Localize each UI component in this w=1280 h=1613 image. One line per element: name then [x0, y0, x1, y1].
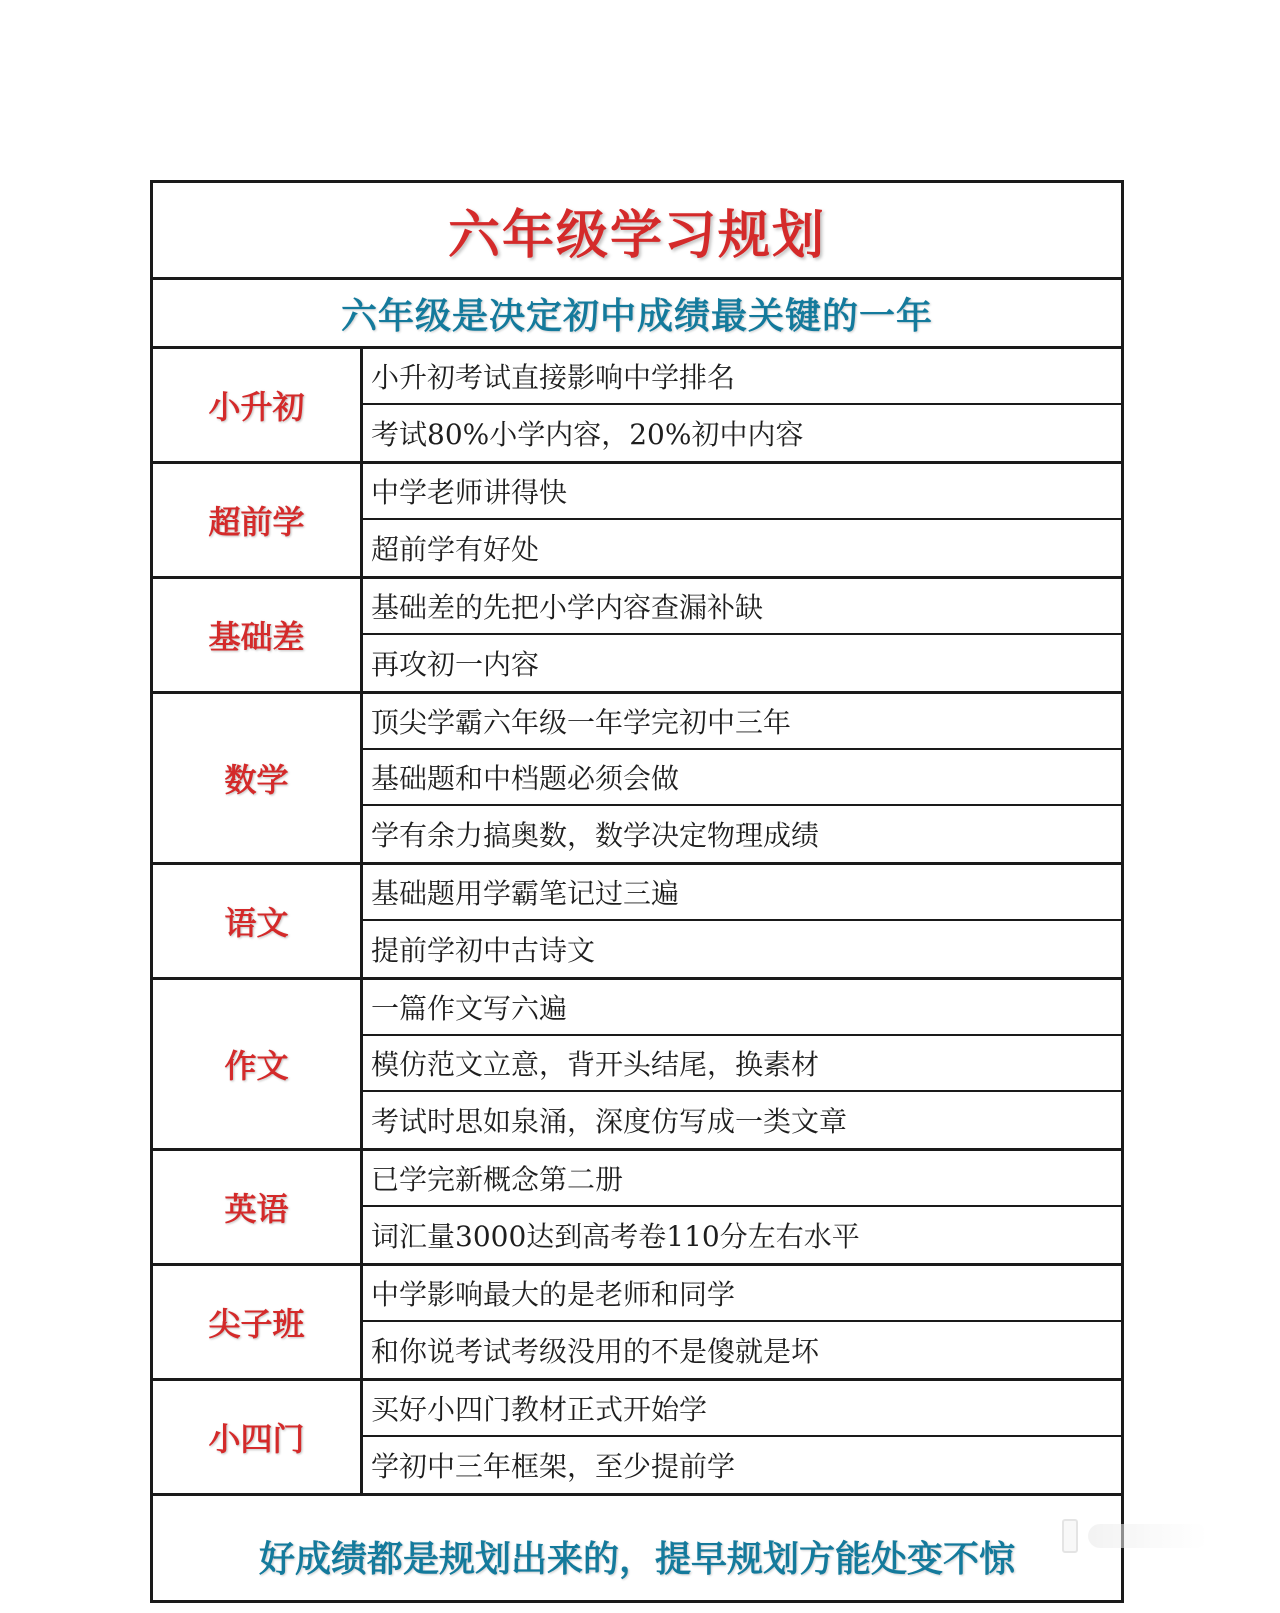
plan-item: 中学老师讲得快	[363, 464, 1121, 520]
plan-section	[153, 1266, 1121, 1381]
watermark-bar-icon	[1062, 1519, 1078, 1553]
plan-item: 考试时思如泉涌，深度仿写成一类文章	[371, 1105, 848, 1138]
category-label: 作文	[224, 1047, 289, 1085]
item-list	[363, 1151, 1121, 1263]
plan-section	[153, 1381, 1121, 1496]
category-cell	[153, 1381, 363, 1493]
plan-section	[153, 349, 1121, 464]
category-cell	[153, 865, 363, 977]
plan-section	[153, 980, 1121, 1151]
plan-item: 超前学有好处	[371, 533, 540, 566]
category-cell	[153, 579, 363, 691]
study-plan-table	[150, 180, 1124, 1603]
category-label: 语文	[224, 904, 289, 942]
category-cell	[153, 694, 363, 862]
plan-section	[153, 1151, 1121, 1266]
item-list	[363, 1266, 1121, 1378]
plan-item: 顶尖学霸六年级一年学完初中三年	[363, 694, 1121, 750]
page-title: 六年级学习规划	[447, 205, 826, 266]
watermark-blur	[1088, 1524, 1208, 1548]
plan-item: 一篇作文写六遍	[363, 980, 1121, 1036]
category-cell	[153, 1266, 363, 1378]
plan-item: 模仿范文立意，背开头结尾，换素材	[363, 1036, 1121, 1092]
plan-item: 买好小四门教材正式开始学	[363, 1381, 1121, 1437]
plan-item: 中学影响最大的是老师和同学	[363, 1266, 1121, 1322]
plan-item: 已学完新概念第二册	[363, 1151, 1121, 1207]
plan-item: 学有余力搞奥数，数学决定物理成绩	[371, 819, 820, 852]
footer-slogan: 好成绩都是规划出来的，提早规划方能处变不惊	[258, 1538, 1015, 1580]
item-list	[363, 694, 1121, 862]
item-list	[363, 349, 1121, 461]
plan-section	[153, 694, 1121, 865]
plan-item: 和你说考试考级没用的不是傻就是坏	[371, 1335, 820, 1368]
category-cell	[153, 980, 363, 1148]
plan-item: 小升初考试直接影响中学排名	[363, 349, 1121, 405]
category-label: 尖子班	[208, 1305, 305, 1343]
plan-item: 基础题和中档题必须会做	[363, 750, 1121, 806]
category-label: 英语	[224, 1190, 289, 1228]
category-cell	[153, 464, 363, 576]
category-label: 小升初	[208, 388, 305, 426]
plan-section	[153, 865, 1121, 980]
item-list	[363, 865, 1121, 977]
plan-item: 考试80%小学内容，20%初中内容	[371, 418, 804, 451]
watermark-icon	[1062, 1519, 1242, 1553]
plan-grid	[153, 349, 1121, 1496]
plan-item: 词汇量3000达到高考卷110分左右水平	[371, 1220, 860, 1253]
item-list	[363, 1381, 1121, 1493]
plan-item: 基础题用学霸笔记过三遍	[363, 865, 1121, 921]
category-label: 基础差	[208, 618, 305, 656]
category-label: 超前学	[208, 503, 305, 541]
title-row	[153, 183, 1121, 280]
page-subtitle: 六年级是决定初中成绩最关键的一年	[340, 295, 933, 337]
plan-section	[153, 579, 1121, 694]
item-list	[363, 464, 1121, 576]
category-label: 数学	[224, 761, 289, 799]
category-cell	[153, 1151, 363, 1263]
category-label: 小四门	[208, 1420, 305, 1458]
plan-item: 再攻初一内容	[371, 648, 540, 681]
category-cell	[153, 349, 363, 461]
plan-item: 基础差的先把小学内容查漏补缺	[363, 579, 1121, 635]
plan-section	[153, 464, 1121, 579]
item-list	[363, 980, 1121, 1148]
subtitle-row	[153, 280, 1121, 349]
footer-row	[153, 1512, 1121, 1600]
plan-item: 提前学初中古诗文	[371, 934, 596, 967]
item-list	[363, 579, 1121, 691]
plan-item: 学初中三年框架，至少提前学	[371, 1450, 736, 1483]
